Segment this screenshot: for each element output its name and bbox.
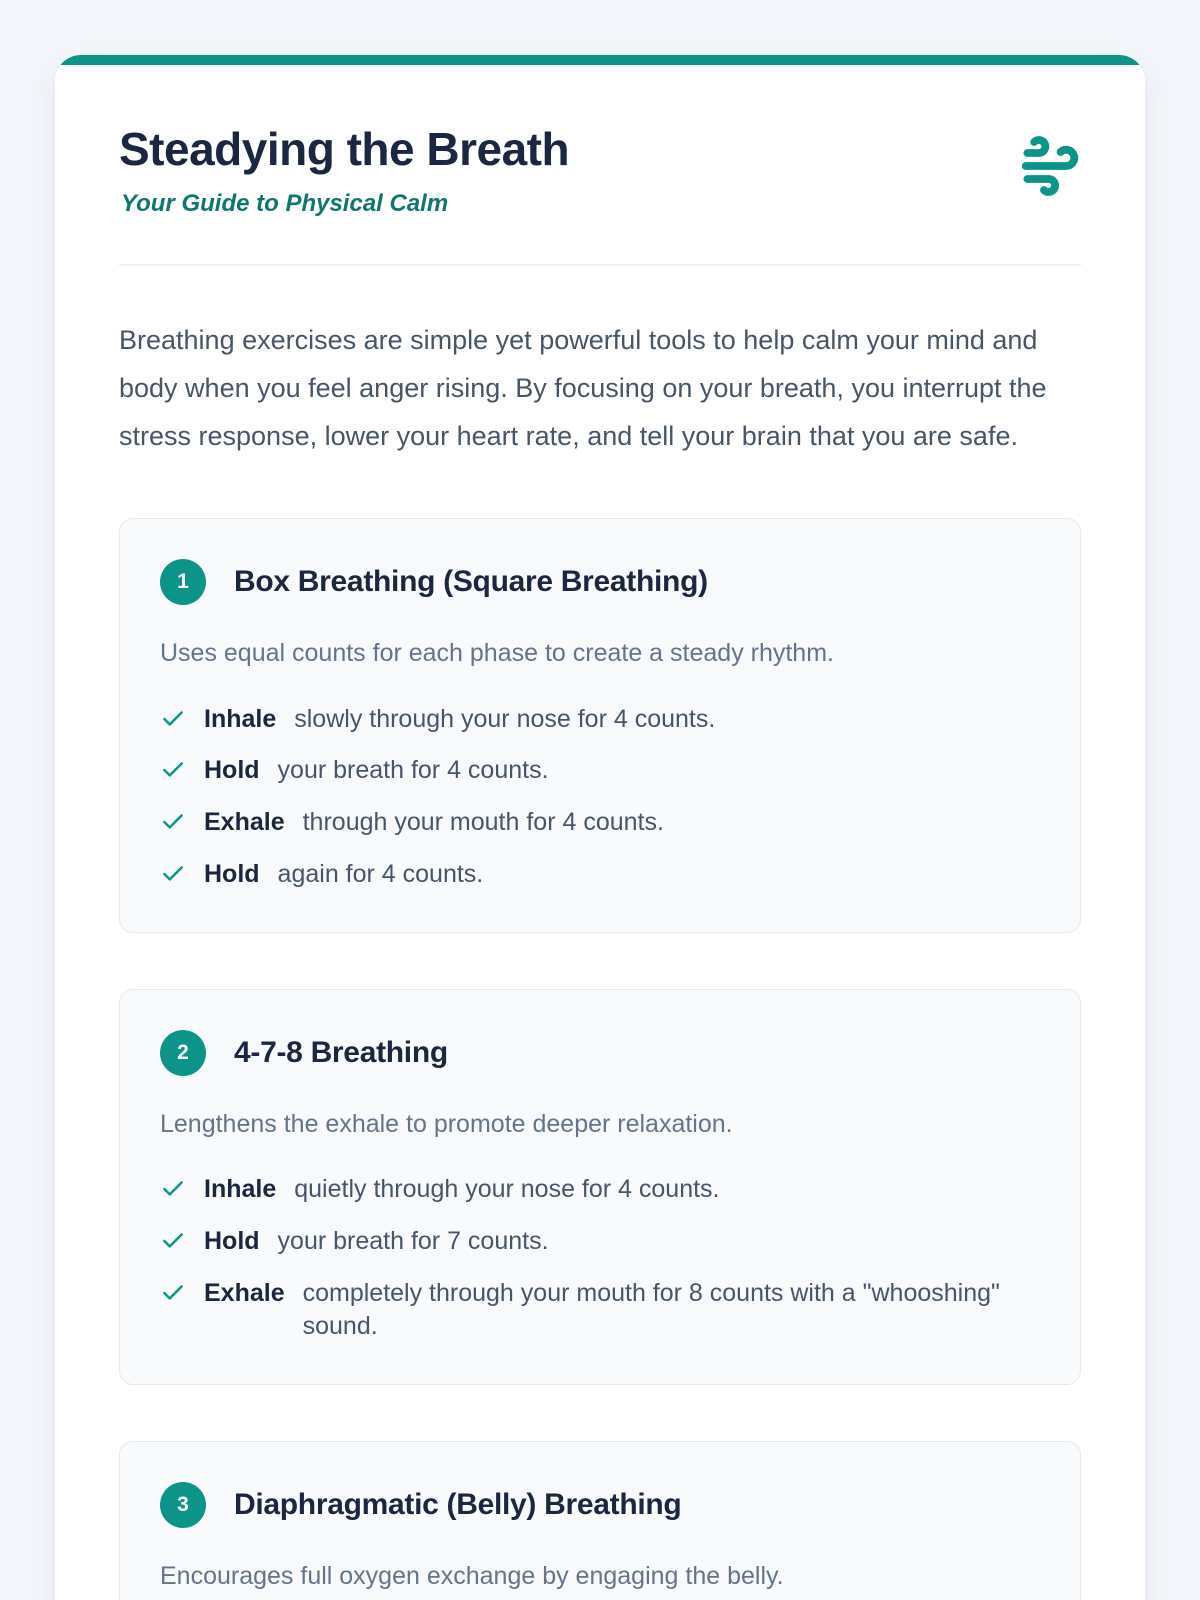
technique-title: Box Breathing (Square Breathing) (234, 565, 708, 599)
step-text: quietly through your nose for 4 counts. (294, 1175, 720, 1204)
step-item (160, 806, 1040, 840)
check-icon (160, 809, 186, 835)
step-text: slowly through your nose for 4 counts. (294, 704, 716, 733)
check-icon (160, 1280, 186, 1306)
technique-card (119, 989, 1081, 1386)
header-text (119, 123, 569, 218)
check-icon (160, 1176, 186, 1202)
accent-bar (55, 55, 1145, 65)
step-text: through your mouth for 4 counts. (302, 808, 664, 837)
technique-number-badge: 2 (160, 1030, 206, 1076)
check-icon (160, 861, 186, 887)
step-text: your breath for 4 counts. (277, 756, 549, 785)
step-term: Exhale (204, 1278, 285, 1307)
step-term: Inhale (204, 1175, 277, 1204)
check-icon (160, 757, 186, 783)
page-subtitle: Your Guide to Physical Calm (121, 189, 449, 217)
technique-description: Encourages full oxygen exchange by engaging the belly. (160, 1562, 784, 1591)
step-text: completely through your mouth for 8 counts with a "whooshing" sound. (302, 1278, 1000, 1341)
step-term: Hold (204, 859, 260, 888)
step-item (160, 1277, 1040, 1345)
check-icon (160, 1228, 186, 1254)
step-item (160, 1225, 1040, 1259)
step-text: your breath for 7 counts. (277, 1226, 549, 1255)
sections (119, 518, 1081, 1600)
technique-header (160, 559, 1040, 605)
step-term: Hold (204, 1226, 260, 1255)
step-term: Exhale (204, 808, 285, 837)
guide-card (55, 55, 1145, 1600)
step-item (160, 703, 1040, 737)
step-term: Inhale (204, 704, 277, 733)
technique-header (160, 1030, 1040, 1076)
guide-card-content (55, 65, 1145, 1600)
check-icon (160, 706, 186, 732)
technique-title: 4-7-8 Breathing (234, 1035, 448, 1069)
technique-description: Lengthens the exhale to promote deeper relaxation. (160, 1109, 733, 1138)
technique-steps (160, 1173, 1040, 1344)
step-item (160, 858, 1040, 892)
header (119, 123, 1081, 218)
step-text: again for 4 counts. (277, 859, 484, 888)
page-title: Steadying the Breath (119, 123, 570, 175)
technique-number-badge: 3 (160, 1482, 206, 1528)
step-item (160, 1173, 1040, 1207)
step-term: Hold (204, 756, 260, 785)
technique-description: Uses equal counts for each phase to create a steady rhythm. (160, 639, 834, 668)
technique-title: Diaphragmatic (Belly) Breathing (234, 1488, 682, 1522)
technique-steps (160, 703, 1040, 892)
technique-header (160, 1482, 1040, 1528)
technique-card (119, 518, 1081, 933)
header-divider (119, 264, 1081, 266)
intro-paragraph: Breathing exercises are simple yet powerful tools to help calm your mind and body when you feel anger rising. By focusing on your breath, you interrupt the stress response, lower your heart rate, and tell your brain that you are safe. (119, 324, 1047, 451)
step-item (160, 754, 1040, 788)
technique-card (119, 1441, 1081, 1600)
wind-icon (1003, 127, 1081, 210)
technique-number-badge: 1 (160, 559, 206, 605)
